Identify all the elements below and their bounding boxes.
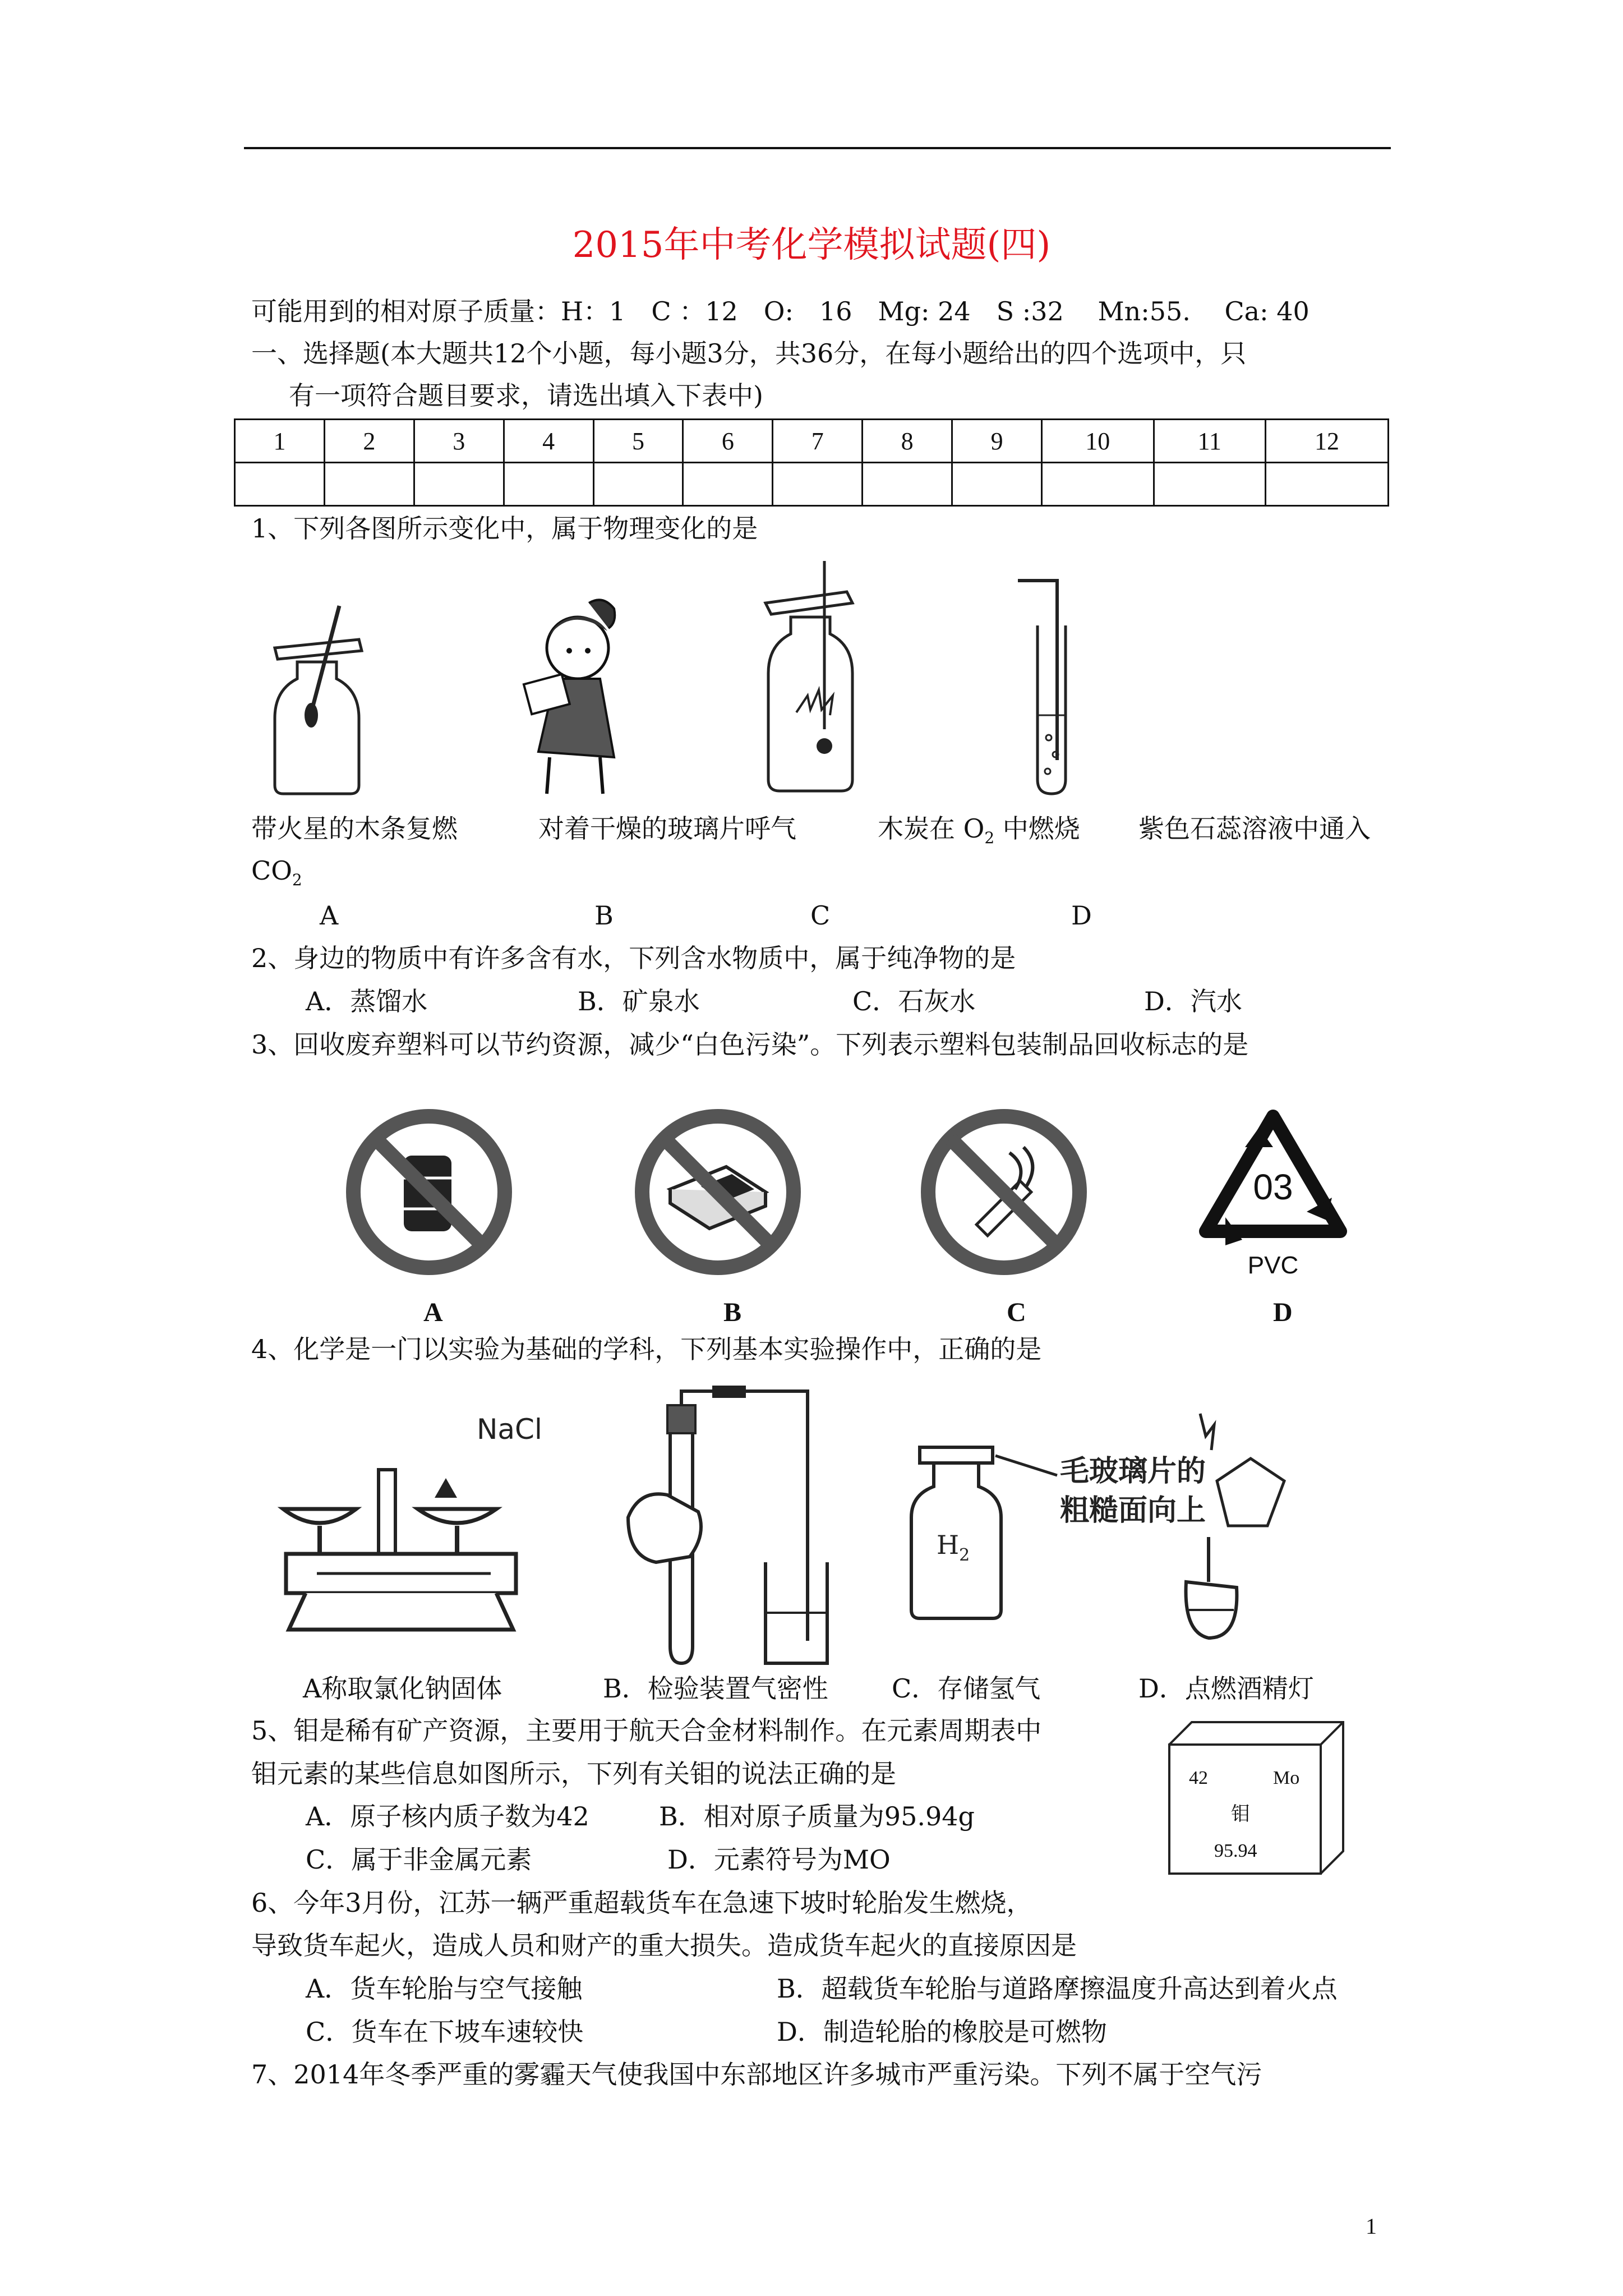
q6-option-d: D．制造轮胎的橡胶是可燃物 bbox=[777, 2017, 1107, 2047]
balance-pan-left-icon bbox=[283, 1509, 356, 1523]
q3-sign-b bbox=[634, 1108, 802, 1276]
q6-line1: 6、今年3月份，江苏一辆严重超载货车在急速下坡时轮胎发生燃烧， bbox=[251, 1888, 1032, 1918]
answer-col-1: 1 bbox=[235, 420, 325, 463]
answer-col-9: 9 bbox=[952, 420, 1042, 463]
note-line2: 粗糙面向上 bbox=[1060, 1494, 1206, 1527]
q4-option-c: C．存储氢气 bbox=[892, 1673, 1041, 1704]
answer-col-11: 11 bbox=[1154, 420, 1265, 463]
answer-cell[interactable] bbox=[414, 463, 504, 506]
answer-cell[interactable] bbox=[1265, 463, 1388, 506]
q4-option-d: D．点燃酒精灯 bbox=[1138, 1673, 1314, 1704]
q1-caption-d-co2: $CO_2$ bbox=[251, 855, 302, 890]
answer-col-10: 10 bbox=[1042, 420, 1154, 463]
hand-icon bbox=[628, 1494, 701, 1562]
answer-cell[interactable] bbox=[324, 463, 414, 506]
glass-cover-icon bbox=[766, 592, 852, 614]
answer-col-12: 12 bbox=[1265, 420, 1388, 463]
header-rule bbox=[244, 147, 1391, 149]
atomic-masses: 可能用到的相对原子质量：H：1 C ：12 O: 16 Mg: 24 S :32 Mn:55. Ca: 40 bbox=[251, 296, 1310, 326]
answer-cell[interactable] bbox=[863, 463, 952, 506]
answer-col-8: 8 bbox=[863, 420, 952, 463]
balance-pointer-icon bbox=[379, 1470, 395, 1559]
page-title: 2015年中考化学模拟试题(四) bbox=[572, 224, 1051, 266]
q5-option-c: C．属于非金属元素 bbox=[306, 1844, 532, 1875]
q2-option-c: C．石灰水 bbox=[852, 986, 976, 1016]
q1-caption-d: 紫色石蕊溶液中通入 bbox=[1138, 813, 1371, 844]
q4-figure-d bbox=[1178, 1408, 1290, 1644]
stopper-icon bbox=[667, 1405, 695, 1433]
q3-letter-c: C bbox=[1007, 1297, 1026, 1327]
answer-col-6: 6 bbox=[683, 420, 773, 463]
q4-figure-a bbox=[278, 1408, 542, 1649]
q1-figure-a bbox=[269, 606, 365, 797]
flame-icon bbox=[796, 690, 833, 715]
q2-option-d: D．汽水 bbox=[1144, 986, 1242, 1016]
q3-letter-d: D bbox=[1273, 1297, 1293, 1327]
nacl-label: NaCl bbox=[477, 1413, 542, 1446]
lamp-upper-icon bbox=[1217, 1458, 1284, 1526]
section1-line2: 有一项符合题目要求，请选出填入下表中) bbox=[289, 380, 763, 411]
note-line1: 毛玻璃片的 bbox=[1060, 1455, 1206, 1488]
answer-cell[interactable] bbox=[235, 463, 325, 506]
q1-letter-d: D bbox=[1071, 900, 1092, 931]
q2-stem: 2、身边的物质中有许多含有水，下列含水物质中，属于纯净物的是 bbox=[251, 943, 1016, 973]
element-card-molybdenum bbox=[1166, 1719, 1346, 1876]
q5-option-a: A．原子核内质子数为42 bbox=[306, 1801, 589, 1832]
test-tube-icon bbox=[1038, 625, 1066, 794]
q5-line1: 5、钼是稀有矿产资源，主要用于航天合金材料制作。在元素周期表中 bbox=[251, 1715, 1042, 1746]
answer-col-4: 4 bbox=[504, 420, 593, 463]
answer-cell[interactable] bbox=[952, 463, 1042, 506]
answer-table bbox=[234, 418, 1389, 507]
q1-stem: 1、下列各图所示变化中，属于物理变化的是 bbox=[251, 513, 758, 544]
q1-figure-c bbox=[763, 561, 858, 797]
flame-icon bbox=[1200, 1414, 1214, 1450]
element-mass: 95.94 bbox=[1214, 1841, 1257, 1861]
q1-caption-b: 对着干燥的玻璃片呼气 bbox=[538, 813, 796, 844]
q2-option-b: B．矿泉水 bbox=[578, 986, 700, 1016]
q3-sign-c bbox=[920, 1108, 1088, 1276]
splint-icon bbox=[311, 606, 339, 712]
q3-letter-a: A bbox=[423, 1297, 443, 1327]
q4-option-b: B．检验装置气密性 bbox=[603, 1673, 828, 1704]
answer-cell[interactable] bbox=[1154, 463, 1265, 506]
q2-option-a: A．蒸馏水 bbox=[306, 986, 428, 1016]
element-name: 钼 bbox=[1231, 1803, 1250, 1825]
q6-line2: 导致货车起火，造成人员和财产的重大损失。造成货车起火的直接原因是 bbox=[251, 1930, 1077, 1961]
answer-col-5: 5 bbox=[593, 420, 683, 463]
recycle-code: PVC bbox=[1247, 1251, 1299, 1279]
glass-plate-icon bbox=[275, 639, 362, 659]
answer-col-3: 3 bbox=[414, 420, 504, 463]
element-number: 42 bbox=[1189, 1768, 1208, 1788]
balance-base-icon bbox=[289, 1593, 513, 1630]
charcoal-icon bbox=[817, 738, 832, 754]
q1-letter-a: A bbox=[320, 900, 339, 931]
answer-table-blank-row bbox=[235, 463, 1389, 506]
h2-label: $H_2$ bbox=[937, 1530, 970, 1565]
recycle-number: 03 bbox=[1253, 1167, 1293, 1207]
q1-caption-c: 木炭在 $O_2$ 中燃烧 bbox=[878, 813, 1080, 848]
q1-letter-b: B bbox=[594, 900, 614, 931]
q5-line2: 钼元素的某些信息如图所示，下列有关钼的说法正确的是 bbox=[251, 1759, 896, 1789]
q4-option-a: A称取氯化钠固体 bbox=[303, 1673, 502, 1704]
q5-option-d: D．元素符号为MO bbox=[667, 1844, 891, 1875]
gas-jar-icon bbox=[275, 662, 359, 794]
q6-option-b: B．超载货车轮胎与道路摩擦温度升高达到着火点 bbox=[777, 1973, 1338, 2004]
section1-line1: 一、选择题(本大题共12个小题，每小题3分，共36分，在每小题给出的四个选项中，只 bbox=[251, 338, 1247, 369]
glowing-tip-icon bbox=[305, 703, 318, 728]
q4-figure-b bbox=[623, 1377, 830, 1674]
q6-option-c: C．货车在下坡车速较快 bbox=[306, 2017, 584, 2047]
answer-table-header-row bbox=[235, 420, 1389, 463]
answer-col-7: 7 bbox=[773, 420, 863, 463]
q4-stem: 4、化学是一门以实验为基础的学科，下列基本实验操作中，正确的是 bbox=[251, 1334, 1042, 1364]
answer-cell[interactable] bbox=[504, 463, 593, 506]
element-symbol: Mo bbox=[1273, 1768, 1300, 1788]
glass-slide-icon bbox=[920, 1447, 993, 1463]
page-number: 1 bbox=[1366, 2214, 1377, 2239]
answer-col-2: 2 bbox=[324, 420, 414, 463]
q7-stem: 7、2014年冬季严重的雾霾天气使我国中东部地区许多城市严重污染。下列不属于空气污 bbox=[251, 2059, 1262, 2090]
answer-cell[interactable] bbox=[683, 463, 773, 506]
balance-pan-right-icon bbox=[418, 1509, 496, 1523]
answer-cell[interactable] bbox=[773, 463, 863, 506]
q3-sign-d bbox=[1189, 1105, 1357, 1290]
answer-cell[interactable] bbox=[593, 463, 683, 506]
q3-letter-b: B bbox=[723, 1297, 742, 1327]
q1-caption-a: 带火星的木条复燃 bbox=[251, 813, 458, 844]
q6-option-a: A．货车轮胎与空气接触 bbox=[306, 1973, 583, 2004]
q1-figure-b bbox=[516, 595, 651, 797]
q1-figure-d bbox=[1015, 575, 1094, 799]
q1-letter-c: C bbox=[810, 900, 831, 931]
q5-option-b: B．相对原子质量为95.94g bbox=[659, 1801, 975, 1832]
q3-stem: 3、回收废弃塑料可以节约资源，减少“白色污染”。下列表示塑料包装制品回收标志的是 bbox=[251, 1029, 1249, 1060]
answer-cell[interactable] bbox=[1042, 463, 1154, 506]
q3-sign-a bbox=[345, 1108, 513, 1276]
pointer-line-icon bbox=[995, 1456, 1057, 1475]
